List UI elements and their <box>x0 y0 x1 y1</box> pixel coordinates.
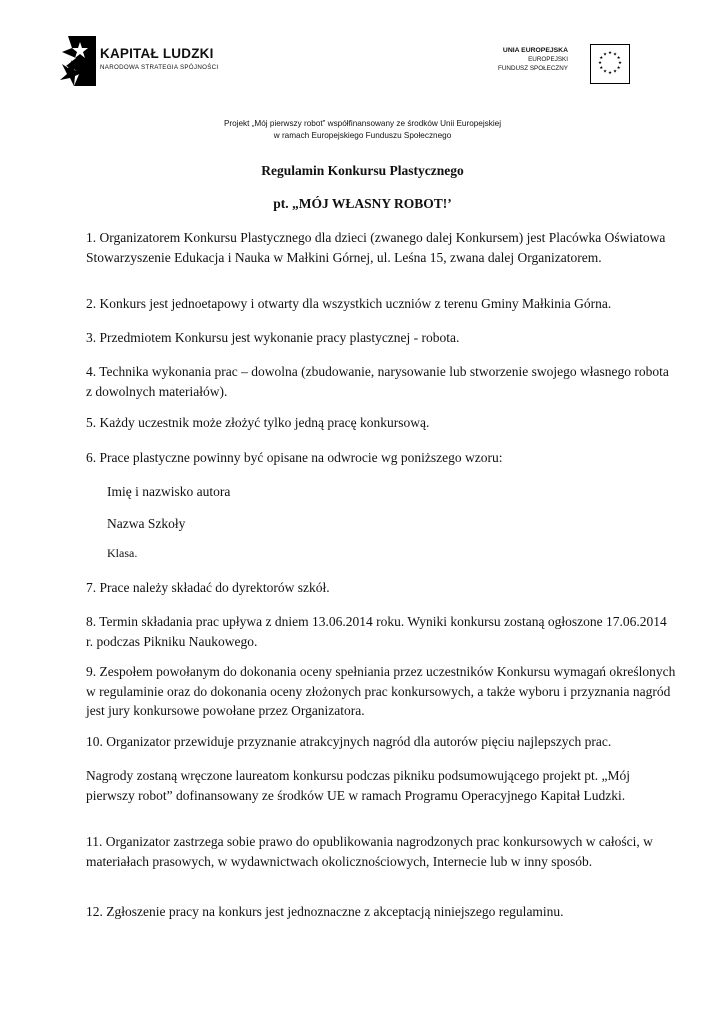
kapital-ludzki-title: KAPITAŁ LUDZKI <box>100 46 214 61</box>
svg-text:★: ★ <box>607 71 613 76</box>
paragraph-12: 12. Zgłoszenie pracy na konkurs jest jednoznaczne z akceptacją niniejszego regulaminu. <box>86 904 564 919</box>
project-line-2: w ramach Europejskiego Funduszu Społecznego <box>273 131 452 140</box>
label-class: Klasa. <box>107 546 138 560</box>
svg-text:★: ★ <box>607 51 613 56</box>
paragraph-11: 11. Organizator zastrzega sobie prawo do opublikowania nagrodzonych prac konkursowych w całości, w materiałach prasowych, w wydawnictwach okolicznościowych, Internecie lub w inny sposób. <box>86 834 653 869</box>
eu-logo-line2: EUROPEJSKI <box>528 56 568 63</box>
kapital-ludzki-logo <box>58 36 248 88</box>
svg-text:★: ★ <box>602 69 608 75</box>
paragraph-5: 5. Każdy uczestnik może złożyć tylko jedną pracę konkursową. <box>86 415 430 430</box>
svg-text:★: ★ <box>612 69 618 75</box>
label-author-name: Imię i nazwisko autora <box>107 484 231 499</box>
svg-text:★: ★ <box>616 56 621 61</box>
svg-text:★: ★ <box>616 66 621 71</box>
svg-text:★: ★ <box>599 66 604 71</box>
svg-text:★: ★ <box>612 52 618 58</box>
eu-logo-line3: FUNDUSZ SPOŁECZNY <box>498 65 568 72</box>
paragraph-7: 7. Prace należy składać do dyrektorów szkół. <box>86 580 330 595</box>
kapital-ludzki-star-icon <box>58 36 96 86</box>
eu-flag-icon <box>590 44 630 84</box>
paragraph-9: 9. Zespołem powołanym do dokonania oceny spełniania przez uczestników Konkursu wymagań określonych w regulaminie oraz do dokonania oceny złożonych prac konkursowych, a także wyboru i przyznania nagród jest jury konkursowe powołane przez Organizatora. <box>86 664 676 718</box>
svg-text:★: ★ <box>617 61 623 66</box>
svg-text:★: ★ <box>597 61 603 66</box>
document-title: Regulamin Konkursu Plastycznego <box>261 163 464 178</box>
svg-text:★: ★ <box>599 56 604 61</box>
paragraph-3: 3. Przedmiotem Konkursu jest wykonanie pracy plastycznej - robota. <box>86 330 460 345</box>
project-line-1: Projekt „Mój pierwszy robot” współfinansowany ze środków Unii Europejskiej <box>223 119 502 128</box>
paragraph-1: 1. Organizatorem Konkursu Plastycznego dla dzieci (zwanego dalej Konkursem) jest Placówka Oświatowa Stowarzyszenie Edukacja i Nauka w Małkini Górnej, ul. Leśna 15, zwana dalej Organizatorem. <box>86 230 666 265</box>
document-subtitle: pt. „MÓJ WŁASNY ROBOT!’ <box>273 196 452 211</box>
paragraph-6: 6. Prace plastyczne powinny być opisane na odwrocie wg poniższego wzoru: <box>86 450 503 465</box>
eu-logo <box>488 44 630 86</box>
svg-text:★: ★ <box>602 52 608 58</box>
eu-logo-line1: UNIA EUROPEJSKA <box>502 47 568 54</box>
paragraph-10-prizes: Nagrody zostaną wręczone laureatom konkursu podczas pikniku podsumowującego projekt pt. „Mój pierwszy robot” dofinansowany ze środków UE w ramach Programu Operacyjnego Kapitał Ludzki. <box>86 768 630 803</box>
paragraph-10: 10. Organizator przewiduje przyznanie atrakcyjnych nagród dla autorów pięciu najlepszych prac. <box>86 734 612 749</box>
label-school-name: Nazwa Szkoły <box>107 516 186 531</box>
paragraph-2: 2. Konkurs jest jednoetapowy i otwarty dla wszystkich uczniów z terenu Gminy Małkinia Górna. <box>86 296 612 311</box>
project-funding-note <box>0 118 725 142</box>
paragraph-4: 4. Technika wykonania prac – dowolna (zbudowanie, narysowanie lub stworzenie swojego własnego robota z dowolnych materiałów). <box>86 364 669 399</box>
kapital-ludzki-subtitle: NARODOWA STRATEGIA SPÓJNOŚCI <box>100 64 219 71</box>
eu-logo-text <box>498 46 568 73</box>
paragraph-8: 8. Termin składania prac upływa z dniem 13.06.2014 roku. Wyniki konkursu zostaną ogłoszone 17.06.2014 r. podczas Pikniku Naukowego. <box>86 614 667 649</box>
